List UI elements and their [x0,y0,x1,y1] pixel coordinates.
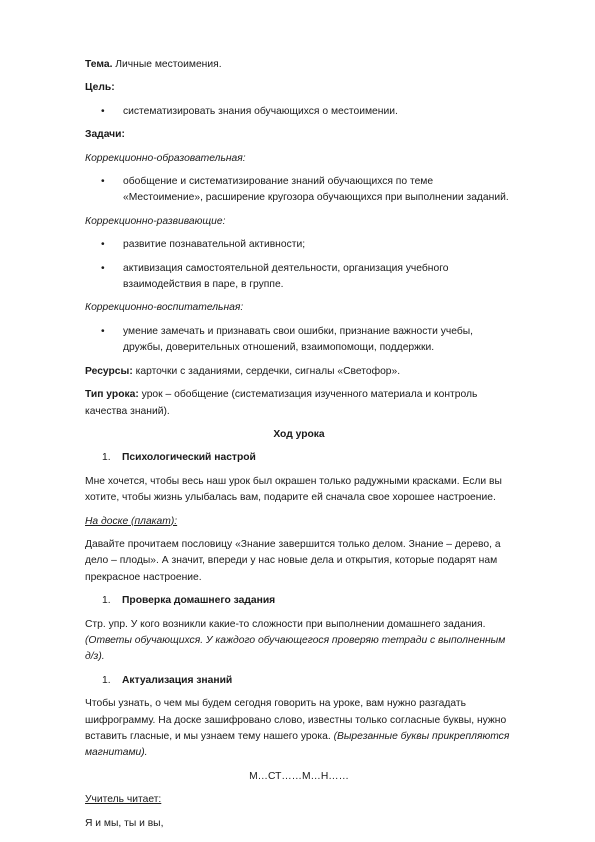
document-page [85,57,513,839]
teacher-label: Учитель читает: [85,794,162,806]
section2-title: Проверка домашнего задания [122,595,276,607]
course-title: Ход урока [273,428,325,440]
correctional-developing-list [85,237,513,293]
section3-heading [85,673,513,689]
section2-number: 1. [102,595,111,607]
section3-title: Актуализация знаний [122,674,233,686]
correctional-upbringing-list [85,324,513,357]
list-item: • развитие познавательной активности; [85,237,513,253]
poem-line: Я и мы, ты и вы, [85,817,164,829]
section3-paragraph [85,696,513,762]
lesson-type-label: Тип урока: [85,389,139,401]
topic-text: Личные местоимения. [112,59,222,70]
correctional-developing-label: Коррекционно-развивающие: [85,215,226,227]
lesson-type-line [85,387,513,420]
list-item: • умение замечать и признавать свои ошибки, признание важности учебы, дружбы, доверительных отношений, взаимопомощи, поддержки. [101,325,473,354]
goal-label: Цель: [85,82,115,94]
list-item: • активизация самостоятельной деятельности, организация учебного взаимодействия в паре, в группе. [101,262,449,291]
bullet-icon: • [101,325,105,337]
correctional-upbringing-label: Коррекционно-воспитательная: [85,302,244,314]
list-item: • обобщение и систематизирование знаний обучающихся по теме «Местоимение», расширение кругозора обучающихся при выполнении заданий. [101,176,509,204]
resources-line [85,364,513,380]
section1-text: Мне хочется, чтобы весь наш урок был окрашен только радужными красками. Если вы хотите, чтобы жизнь улыбалась вам, подарите ей сначала свое хорошее настроение. [85,475,502,504]
section2-heading [85,593,513,609]
bullet-icon: • [101,105,105,117]
section1-title: Психологический настрой [122,452,256,464]
bullet-icon: • [101,239,105,251]
cipher-text: М…СТ……М…Н…… [249,770,349,782]
correctional-educational-label: Коррекционно-образовательная: [85,152,246,164]
section3-number: 1. [102,674,111,686]
section1-number: 1. [102,452,111,464]
board-label: На доске (плакат): [85,515,178,527]
section2-note: (Ответы обучающихся. У каждого обучающегося проверяю тетради с выполненным д/з). [85,634,506,663]
tasks-label: Задачи: [85,129,125,141]
section2-text: Стр. упр. У кого возникли какие-то сложности при выполнении домашнего задания. [85,618,486,630]
bullet-icon: • [101,262,105,274]
lesson-type-text: урок – обобщение (систематизация изученного материала и контроль качества знаний). [85,389,478,417]
board-text: Давайте прочитаем пословицу «Знание завершится только делом. Знание – дерево, а дело – плоды». А значит, впереди у нас новые дела и открытия, которые подарят нам прекрасное настроение. [85,538,501,583]
section2-paragraph [85,617,513,666]
goal-list [85,104,513,120]
resources-text: карточки с заданиями, сердечки, сигналы «Светофор». [132,365,401,377]
topic-label: Тема. [85,59,113,70]
resources-label: Ресурсы: [85,365,133,377]
section3-text: Чтобы узнать, о чем мы будем сегодня говорить на уроке, вам нужно разгадать шифрограмму. На доске зашифровано слово, известны только согласные буквы, нужно вставить гласные, и мы узнаем тему нашего урока. [85,698,507,742]
bullet-icon: • [101,176,105,188]
section3-note: (Вырезанные буквы прикрепляются магнитами). [85,731,510,759]
list-item: • систематизировать знания обучающихся о местоимении. [85,104,513,120]
section1-heading [85,450,513,466]
correctional-educational-list [85,174,513,207]
topic-line [85,57,513,73]
